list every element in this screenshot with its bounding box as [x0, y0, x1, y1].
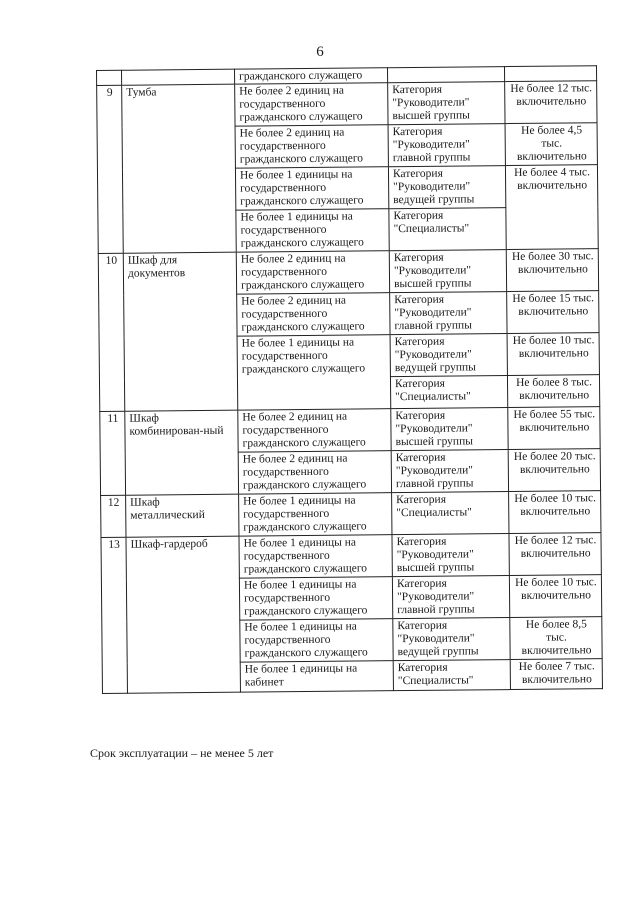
- table-row: [100, 407, 600, 454]
- limit-cell: Не более 10 тыс. включительно: [507, 333, 599, 376]
- limit-cell: [504, 66, 596, 82]
- item-name: Шкаф для документов: [123, 252, 238, 411]
- limit-cell: Не более 10 тыс. включительно: [509, 491, 601, 534]
- item-number: 13: [101, 537, 127, 693]
- table-row: [98, 249, 598, 296]
- category-cell: Категория "Специалисты": [392, 492, 509, 535]
- qty-cell: Не более 1 единицы на государственного гражданского служащего: [236, 209, 389, 252]
- limit-cell: Не более 15 тыс. включительно: [507, 291, 599, 334]
- qty-cell: Не более 2 единиц на государственного гражданского служащего: [238, 451, 391, 494]
- page-number: 6: [316, 44, 324, 60]
- category-cell: Категория "Руководители" высшей группы: [388, 82, 505, 125]
- item-name: Шкаф-гардероб: [126, 536, 240, 693]
- qty-cell: Не более 2 единиц на государственного гражданского служащего: [237, 293, 390, 336]
- qty-cell: гражданского служащего: [234, 68, 387, 84]
- category-cell: Категория "Руководители" ведущей группы: [393, 618, 510, 661]
- category-cell: Категория "Специалисты": [393, 660, 510, 691]
- limit-cell: Не более 4 тыс. включительно: [505, 165, 598, 250]
- qty-cell: Не более 1 единицы на государственного гражданского служащего: [237, 335, 391, 410]
- qty-cell: Не более 2 единиц на государственного гражданского служащего: [235, 83, 388, 126]
- limit-cell: Не более 4,5 тыс. включительно: [505, 123, 597, 166]
- qty-cell: Не более 1 единицы на государственного гражданского служащего: [239, 535, 392, 578]
- table-row: [97, 81, 597, 128]
- qty-cell: Не более 1 единицы на государственного гражданского служащего: [239, 493, 392, 536]
- category-cell: Категория "Руководители" ведущей группы: [390, 334, 507, 377]
- item-number: 9: [97, 85, 124, 253]
- category-cell: Категория "Руководители" высшей группы: [391, 408, 508, 451]
- category-cell: Категория "Руководители" главной группы: [388, 124, 505, 167]
- item-number: 12: [101, 495, 126, 537]
- limit-cell: Не более 12 тыс. включительно: [505, 81, 597, 124]
- limit-cell: Не более 55 тыс. включительно: [508, 407, 600, 450]
- qty-cell: Не более 1 единицы на кабинет: [240, 661, 393, 692]
- item-name: Шкаф комбинирован-ный: [125, 410, 239, 495]
- furniture-norms-table: [96, 65, 603, 694]
- qty-cell: Не более 1 единицы на государственного гражданского служащего: [240, 619, 393, 662]
- num-cell: [97, 70, 122, 85]
- qty-cell: Не более 2 единиц на государственного гражданского служащего: [238, 409, 391, 452]
- limit-cell: Не более 20 тыс. включительно: [508, 449, 600, 492]
- table-row: [101, 533, 601, 580]
- limit-cell: Не более 30 тыс. включительно: [506, 249, 598, 292]
- item-number: 10: [98, 253, 125, 411]
- category-cell: [387, 67, 504, 83]
- limit-cell: Не более 8 тыс. включительно: [507, 375, 599, 408]
- category-cell: Категория "Руководители" высшей группы: [392, 534, 509, 577]
- limit-cell: Не более 8,5 тыс. включительно: [510, 617, 602, 660]
- item-number: 11: [100, 411, 126, 495]
- category-cell: Категория "Специалисты": [389, 208, 506, 251]
- category-cell: Категория "Руководители" высшей группы: [389, 250, 506, 293]
- table-row: [101, 491, 601, 538]
- limit-cell: Не более 7 тыс. включительно: [510, 659, 602, 690]
- qty-cell: Не более 2 единиц на государственного гражданского служащего: [236, 251, 389, 294]
- qty-cell: Не более 1 единицы на государственного гражданского служащего: [239, 577, 392, 620]
- limit-cell: Не более 10 тыс. включительно: [509, 575, 601, 618]
- item-name: Шкаф металлический: [126, 494, 239, 537]
- service-life-note: Срок эксплуатации – не менее 5 лет: [90, 746, 274, 760]
- item-name: Тумба: [122, 84, 237, 253]
- qty-cell: Не более 1 единицы на государственного гражданского служащего: [235, 167, 388, 210]
- name-cell: [122, 69, 235, 85]
- category-cell: Категория "Руководители" главной группы: [392, 576, 509, 619]
- limit-cell: Не более 12 тыс. включительно: [509, 533, 601, 576]
- category-cell: Категория "Руководители" главной группы: [390, 292, 507, 335]
- qty-cell: Не более 2 единиц на государственного гражданского служащего: [235, 125, 388, 168]
- category-cell: Категория "Руководители" ведущей группы: [388, 166, 505, 209]
- category-cell: Категория "Специалисты": [390, 376, 507, 409]
- category-cell: Категория "Руководители" главной группы: [391, 450, 508, 493]
